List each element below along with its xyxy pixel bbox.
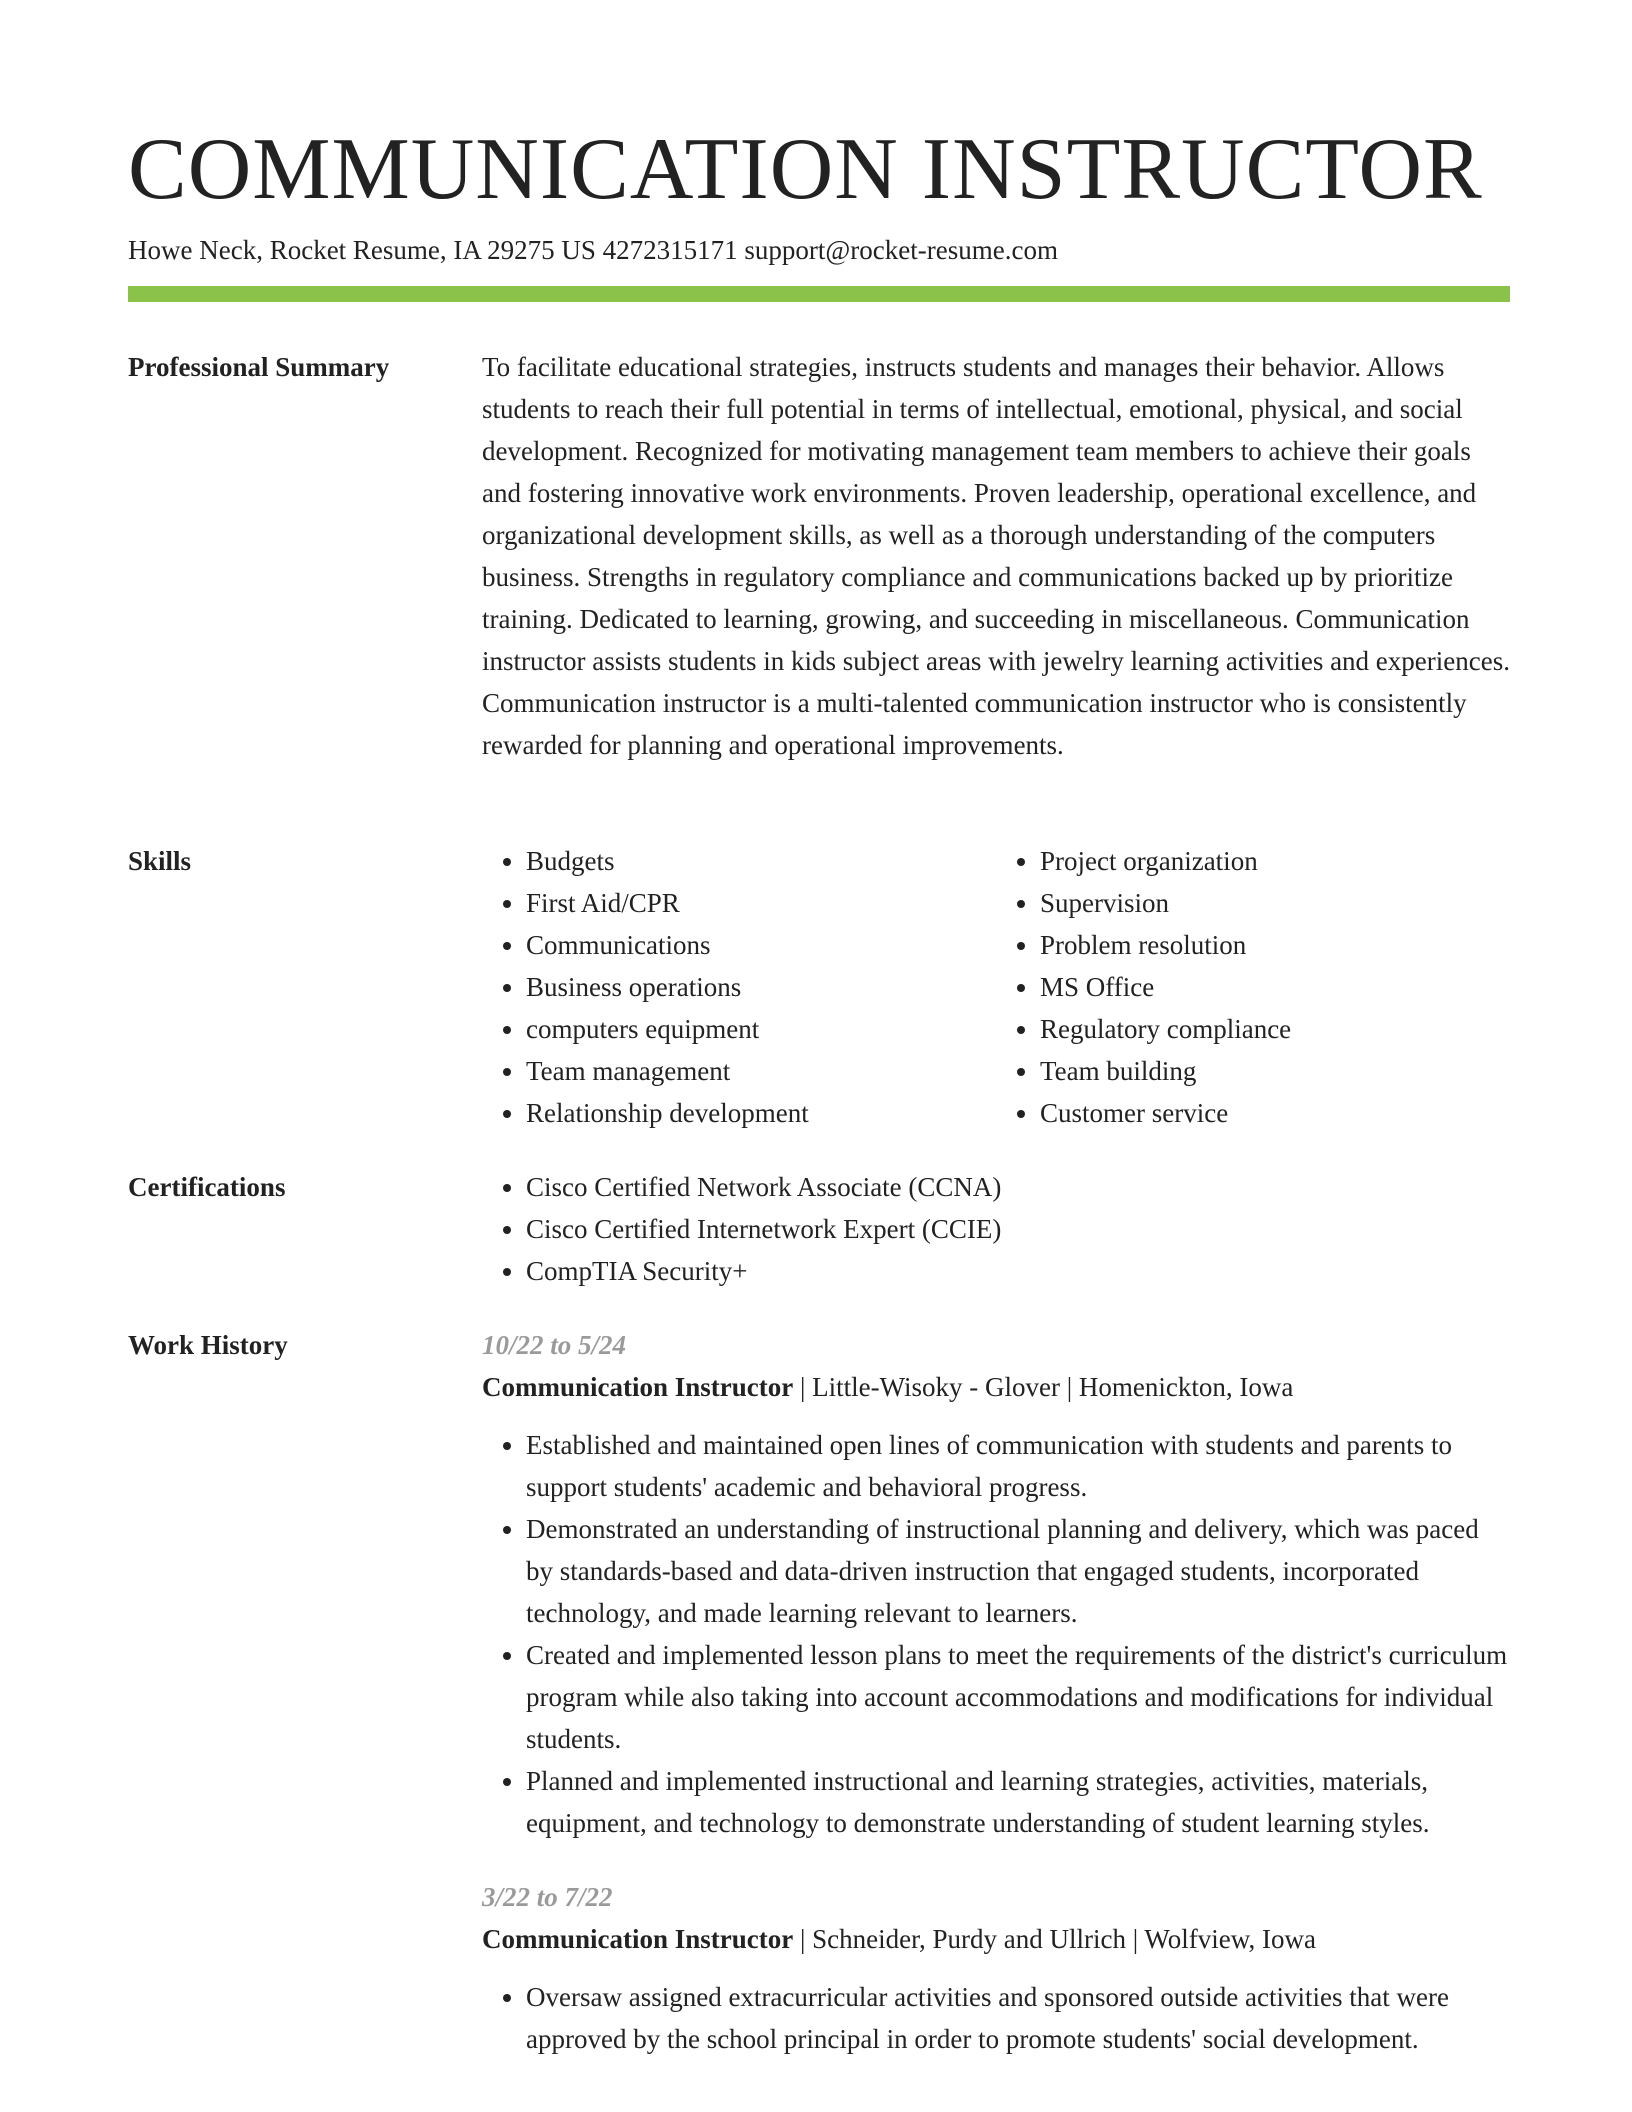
skill-item: • Supervision [1040,882,1510,924]
skill-item: • Project organization [1040,840,1510,882]
skill-item: • Team management [526,1050,996,1092]
skill-item: • Relationship development [526,1092,996,1134]
skill-item: • Business operations [526,966,996,1008]
contact-line: Howe Neck, Rocket Resume, IA 29275 US 4272315171 support@rocket-resume.com [128,235,1058,265]
certifications-body [482,1166,1510,1292]
job-title: Communication Instructor [482,1924,794,1954]
work-history-body [482,1324,1510,2060]
job-employer-location: | Little-Wisoky - Glover | Homenickton, Iowa [793,1372,1294,1402]
job-heading [482,1918,1510,1960]
work-history-heading: Work History [128,1330,288,1360]
skill-item: • MS Office [1040,966,1510,1008]
job-bullet: • Created and implemented lesson plans to meet the requirements of the district's curriculum program while also taking into account accommodations and modifications for individual students. [526,1634,1510,1760]
skills-body [482,840,1510,1134]
certification-item: • Cisco Certified Internetwork Expert (CCIE) [526,1208,1510,1250]
job-bullet: • Established and maintained open lines of communication with students and parents to support students' academic and behavioral progress. [526,1424,1510,1508]
skills-list-right [996,840,1510,1134]
job-date: 10/22 to 5/24 [482,1330,627,1360]
job-bullets [482,1424,1510,1844]
job-entry [482,1876,1510,2060]
skills-heading: Skills [128,846,192,876]
accent-divider [128,286,1510,302]
skills-list-left [482,840,996,1134]
skill-item: • computers equipment [526,1008,996,1050]
skill-item: • Budgets [526,840,996,882]
job-title: Communication Instructor [482,1372,794,1402]
skill-item: • Communications [526,924,996,966]
job-bullet: • Planned and implemented instructional and learning strategies, activities, materials, equipment, and technology to demonstrate understanding of student learning styles. [526,1760,1510,1844]
summary-text: To facilitate educational strategies, instructs students and manages their behavior. Allows students to reach their full potential in terms of intellectual, emotional, physical, and social development. Recognized for motivating management team members to achieve their goals and fostering innovative work environments. Proven leadership, operational excellence, and organizational development skills, as well as a thorough understanding of the computers business. Strengths in regulatory compliance and communications backed up by prioritize training. Dedicated to learning, growing, and succeeding in miscellaneous. Communication instructor assists students in kids subject areas with jewelry learning activities and experiences. Communication instructor is a multi-talented communication instructor who is consistently rewarded for planning and operational improvements. [482,352,1510,760]
skill-item: • Problem resolution [1040,924,1510,966]
certifications-list [482,1166,1510,1292]
job-heading [482,1366,1510,1408]
job-date: 3/22 to 7/22 [482,1882,613,1912]
resume-title: COMMUNICATION INSTRUCTOR [128,121,1483,218]
job-bullets [482,1976,1510,2060]
job-bullet: • Oversaw assigned extracurricular activities and sponsored outside activities that were approved by the school principal in order to promote students' social development. [526,1976,1510,2060]
summary-heading: Professional Summary [128,352,390,382]
job-bullet: • Demonstrated an understanding of instructional planning and delivery, which was paced by standards-based and data-driven instruction that engaged students, incorporated technology, and made learning relevant to learners. [526,1508,1510,1634]
job-employer-location: | Schneider, Purdy and Ullrich | Wolfview, Iowa [793,1924,1316,1954]
certification-item: • CompTIA Security+ [526,1250,1510,1292]
skill-item: • Regulatory compliance [1040,1008,1510,1050]
skill-item: • Customer service [1040,1092,1510,1134]
skill-item: • First Aid/CPR [526,882,996,924]
certification-item: • Cisco Certified Network Associate (CCNA) [526,1166,1510,1208]
skill-item: • Team building [1040,1050,1510,1092]
certifications-heading: Certifications [128,1172,286,1202]
job-entry [482,1324,1510,1844]
